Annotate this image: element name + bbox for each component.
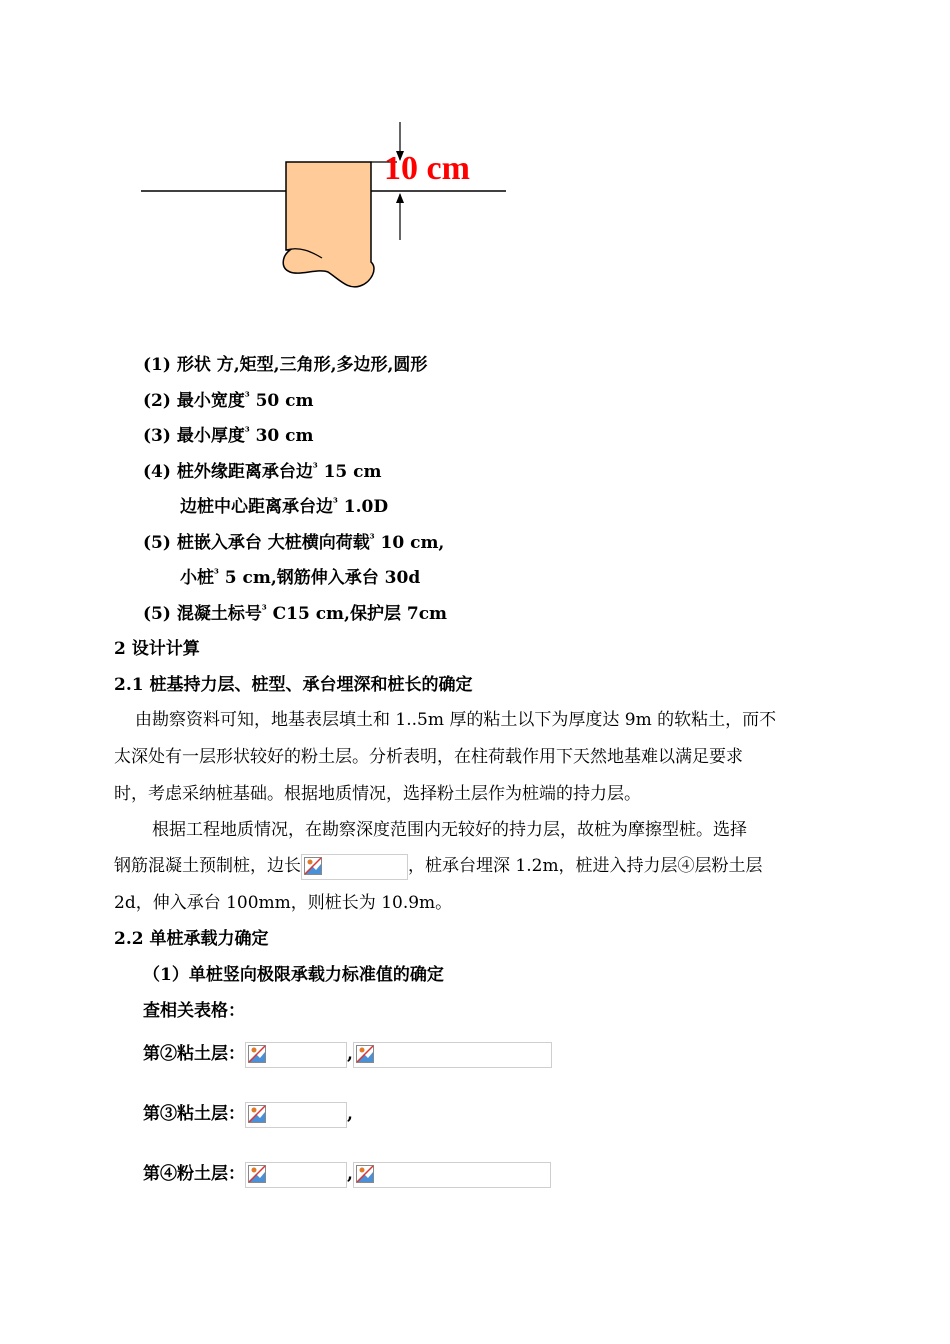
dimension-label: 10 cm bbox=[384, 150, 470, 187]
formula-image-placeholder bbox=[353, 1042, 552, 1068]
list-item: (4) 桩外缘距离承台边$^{^3}$ 15 cm bbox=[143, 461, 382, 482]
paragraph-line: 查相关表格： bbox=[143, 1001, 245, 1021]
paragraph-line: 太深处有一层形状较好的粉土层。分析表明，在柱荷载作用下天然地基难以满足要求 bbox=[114, 747, 743, 767]
section-heading: 2.1 桩基持力层、桩型、承台埋深和桩长的确定 bbox=[114, 675, 473, 695]
paragraph-line: 时，考虑采纳桩基础。根据地质情况，选择粉土层作为桩端的持力层。 bbox=[114, 784, 641, 804]
formula-image-placeholder bbox=[245, 1102, 347, 1128]
list-item: (2) 最小宽度$^{^3}$ 50 cm bbox=[143, 390, 314, 411]
formula-image-placeholder bbox=[245, 1162, 347, 1188]
pile-body bbox=[283, 162, 374, 287]
layer-row: 第②粘土层： , bbox=[143, 1039, 552, 1068]
list-item: 边桩中心距离承台边$^{^3}$ 1.0D bbox=[180, 496, 389, 517]
pile-embedment-figure bbox=[0, 0, 950, 320]
broken-image-icon bbox=[356, 1045, 374, 1063]
formula-image-placeholder bbox=[301, 854, 408, 880]
paragraph-line: 根据工程地质情况，在勘察深度范围内无较好的持力层，故桩为摩擦型桩。选择 bbox=[152, 820, 747, 840]
dim-arrow-bottom-head bbox=[396, 193, 404, 203]
formula-image-placeholder bbox=[245, 1042, 347, 1068]
broken-image-icon bbox=[248, 1165, 266, 1183]
paragraph-line: 钢筋混凝土预制桩，边长 ，桩承台埋深 1.2m，桩进入持力层④层粉土层 bbox=[114, 851, 763, 880]
list-item: (3) 最小厚度$^{^3}$ 30 cm bbox=[143, 425, 314, 446]
list-item: 小桩$^{^3}$ 5 cm,钢筋伸入承台 30d bbox=[180, 567, 421, 588]
broken-image-icon bbox=[356, 1165, 374, 1183]
section-heading: 2.2 单桩承载力确定 bbox=[114, 929, 269, 949]
pile-diagram bbox=[0, 0, 950, 320]
broken-image-icon bbox=[248, 1105, 266, 1123]
paragraph-line: 由勘察资料可知，地基表层填土和 1..5m 厚的粘土以下为厚度达 9m 的软粘土，而不 bbox=[135, 710, 777, 730]
list-item: (5) 桩嵌入承台 大桩横向荷载$^{^3}$ 10 cm, bbox=[143, 532, 445, 553]
list-item: (1) 形状 方,矩型,三角形,多边形,圆形 bbox=[143, 355, 428, 375]
paragraph-line: 2d，伸入承台 100mm，则桩长为 10.9m。 bbox=[114, 893, 453, 913]
formula-image-placeholder bbox=[353, 1162, 551, 1188]
layer-row: 第③粘土层： , bbox=[143, 1099, 353, 1128]
layer-row: 第④粉土层： , bbox=[143, 1159, 551, 1188]
list-item: (5) 混凝土标号$^{^3}$ C15 cm,保护层 7cm bbox=[143, 603, 448, 624]
broken-image-icon bbox=[304, 857, 322, 875]
section-heading: 2 设计计算 bbox=[114, 639, 200, 659]
subsection-heading: （1）单桩竖向极限承载力标准值的确定 bbox=[143, 965, 444, 985]
broken-image-icon bbox=[248, 1045, 266, 1063]
